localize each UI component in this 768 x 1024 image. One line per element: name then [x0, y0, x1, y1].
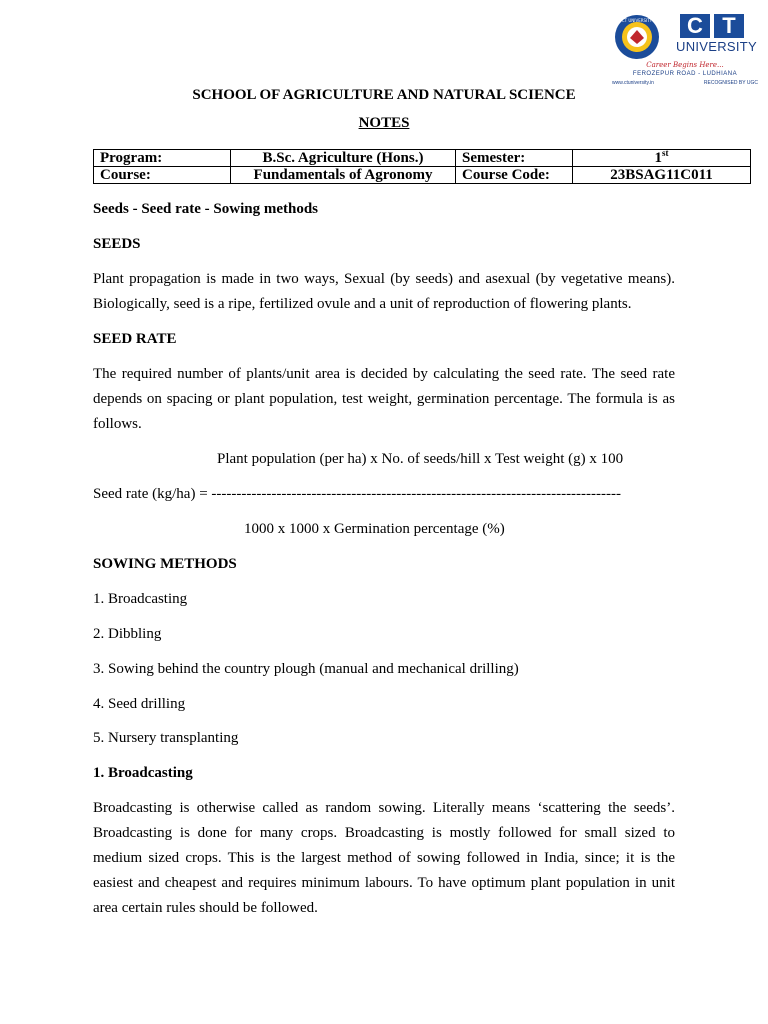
course-value: Fundamentals of Agronomy	[231, 167, 456, 184]
logo-website: www.ctuniversity.in	[612, 80, 654, 86]
formula-denominator: 1000 x 1000 x Germination percentage (%)	[244, 521, 505, 537]
logo-recognised: RECOGNISED BY UGC	[703, 80, 758, 86]
table-row	[94, 150, 751, 167]
broadcasting-heading: 1. Broadcasting	[93, 765, 193, 781]
sowing-methods-heading: SOWING METHODS	[93, 556, 237, 572]
seal-text: CT UNIVERSITY	[621, 18, 653, 23]
course-code-label: Course Code:	[456, 167, 573, 184]
semester-label: Semester:	[456, 150, 573, 167]
school-title: SCHOOL OF AGRICULTURE AND NATURAL SCIENCE	[192, 87, 576, 103]
ct-letter-t: T	[714, 14, 744, 38]
list-item: 4. Seed drilling	[93, 696, 186, 712]
logo-tagline: Career Begins Here...	[646, 61, 724, 69]
table-row	[94, 167, 751, 184]
program-label: Program:	[94, 150, 231, 167]
ct-wordmark	[680, 14, 744, 38]
broadcasting-paragraph: Broadcasting is otherwise called as random sowing. Literally means ‘scattering the seeds’. Broadcasting is done for many crops. Broadcasting is mostly followed for small sized to medium sized crops. This is the largest method of sowing followed in India, since; it is the easiest and cheapest and requires minimum labours. To have optimum plant population in unit area certain rules should be followed.	[93, 800, 675, 916]
university-seal-icon	[614, 14, 660, 60]
list-item: 1. Broadcasting	[93, 591, 188, 607]
formula-line: Seed rate (kg/ha) = ----------------------------------------------------------------------------------	[93, 486, 622, 502]
seeds-heading: SEEDS	[93, 236, 141, 252]
seed-rate-heading: SEED RATE	[93, 331, 177, 347]
course-label: Course:	[94, 167, 231, 184]
list-item: 5. Nursery transplanting	[93, 730, 239, 746]
notes-title: NOTES	[358, 115, 410, 131]
seeds-paragraph: Plant propagation is made in two ways, Sexual (by seeds) and asexual (by vegetative means). Biologically, seed is a ripe, fertilized ovule and a unit of reproduction of flowering plants.	[93, 271, 675, 312]
list-item: 3. Sowing behind the country plough (manual and mechanical drilling)	[93, 661, 519, 677]
formula-numerator: Plant population (per ha) x No. of seeds/hill x Test weight (g) x 100	[217, 451, 624, 467]
logo-footer	[612, 80, 758, 86]
university-logo	[612, 12, 758, 90]
semester-superscript: st	[662, 148, 669, 158]
semester-value: 1	[654, 150, 662, 166]
logo-address: FEROZEPUR ROAD - LUDHIANA	[632, 71, 738, 77]
program-value: B.Sc. Agriculture (Hons.)	[231, 150, 456, 167]
course-info-table	[93, 149, 751, 184]
seed-rate-paragraph: The required number of plants/unit area is decided by calculating the seed rate. The seed rate depends on spacing or plant population, test weight, germination percentage. The formula is as follows.	[93, 366, 675, 432]
university-wordmark: UNIVERSITY	[676, 39, 758, 54]
list-item: 2. Dibbling	[93, 626, 162, 642]
semester-value-cell	[573, 150, 751, 167]
topic-heading: Seeds - Seed rate - Sowing methods	[93, 201, 318, 217]
ct-letter-c: C	[680, 14, 710, 38]
course-code-value: 23BSAG11C011	[573, 167, 751, 184]
